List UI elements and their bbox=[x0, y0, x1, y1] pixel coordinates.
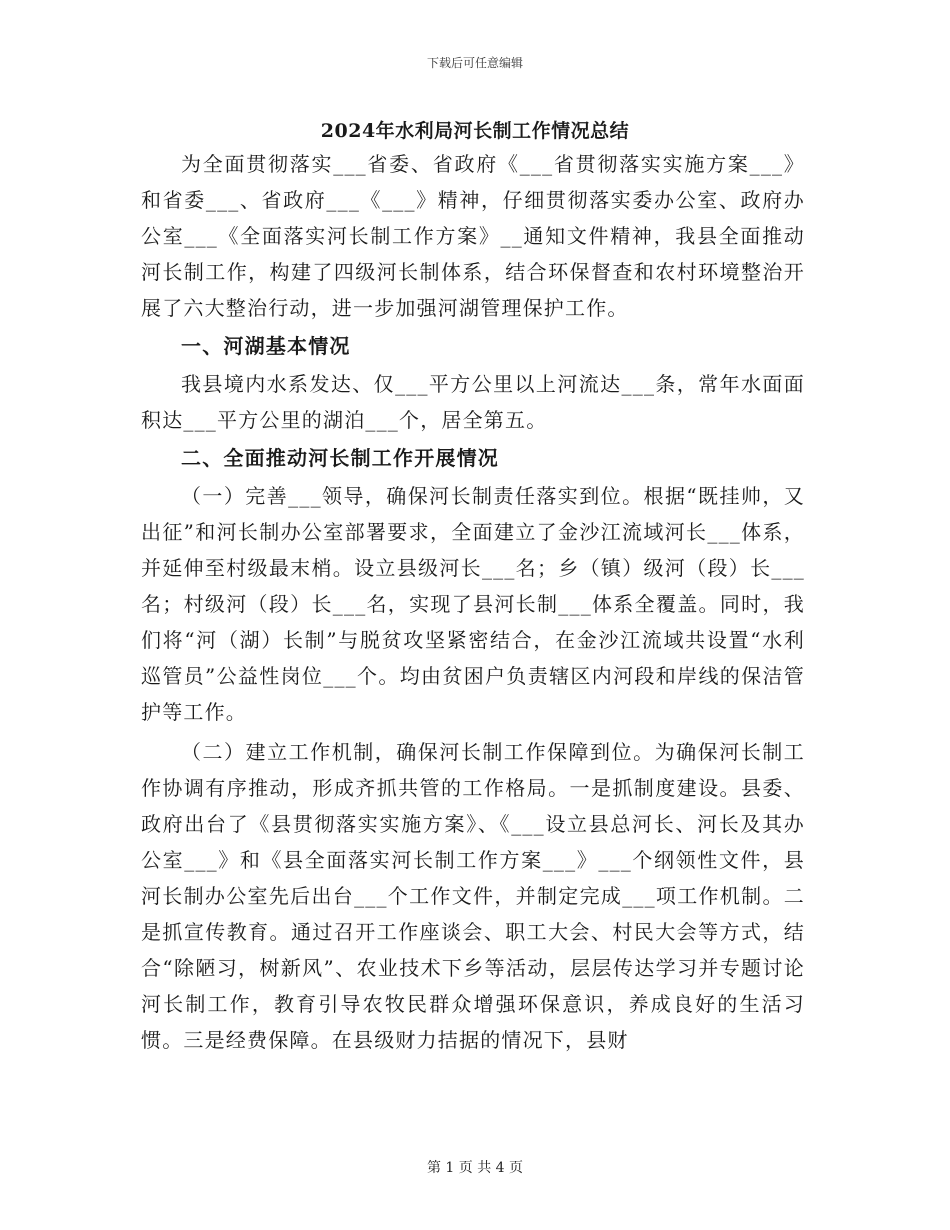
page-number: 第 1 页 共 4 页 bbox=[426, 1160, 524, 1176]
document-body bbox=[141, 146, 805, 1058]
header-note: 下载后可任意编辑 bbox=[426, 56, 523, 70]
intro-paragraph: 为全面贯彻落实___省委、省政府《___省贯彻落实实施方案___》和省委___、省政府___《___》精神，仔细贯彻落实委办公室、政府办公室___《全面落实河长制工作方案》__通知文件精神，我县全面推动河长制工作，构建了四级河长制体系，结合环保督查和农村环境整治开展了六大整治行动，进一步加强河湖管理保护工作。 bbox=[141, 152, 805, 320]
subsection-2-paragraph: （二）建立工作机制，确保河长制工作保障到位。为确保河长制工作协调有序推动，形成齐抓共管的工作格局。一是抓制度建设。县委、政府出台了《县贯彻落实实施方案》、《___设立县总河长、河长及其办公室___》和《县全面落实河长制工作方案___》___个纲领性文件，县河长制办公室先后出台___个工作文件，并制定完成___项工作机制。二是抓宣传教育。通过召开工作座谈会、职工大会、村民大会等方式，结合“除陋习，树新风”、农业技术下乡等活动，层层传达学习并专题讨论河长制工作，教育引导农牧民群众增强环保意识，养成良好的生活习惯。三是经费保障。在县级财力拮据的情况下，县财 bbox=[141, 740, 805, 1052]
subsection-1-paragraph: （一）完善___领导，确保河长制责任落实到位。根据“既挂帅，又出征”和河长制办公室部署要求，全面建立了金沙江流域河长___体系，并延伸至村级最末梢。设立县级河长___名；乡（镇）级河（段）长___名；村级河（段）长___名，实现了县河长制___体系全覆盖。同时，我们将“河（湖）长制”与脱贫攻坚紧密结合，在金沙江流域共设置“水利巡管员”公益性岗位___个。均由贫困户负责辖区内河段和岸线的保洁管护等工作。 bbox=[141, 484, 805, 724]
document-title: 2024年水利局河长制工作情况总结 bbox=[320, 120, 630, 142]
section-heading-1: 一、河湖基本情况 bbox=[181, 334, 351, 358]
section-1-paragraph: 我县境内水系发达、仅___平方公里以上河流达___条，常年水面面积达___平方公里的湖泊___个，居全第五。 bbox=[141, 372, 805, 432]
section-heading-2: 二、全面推动河长制工作开展情况 bbox=[181, 446, 499, 470]
